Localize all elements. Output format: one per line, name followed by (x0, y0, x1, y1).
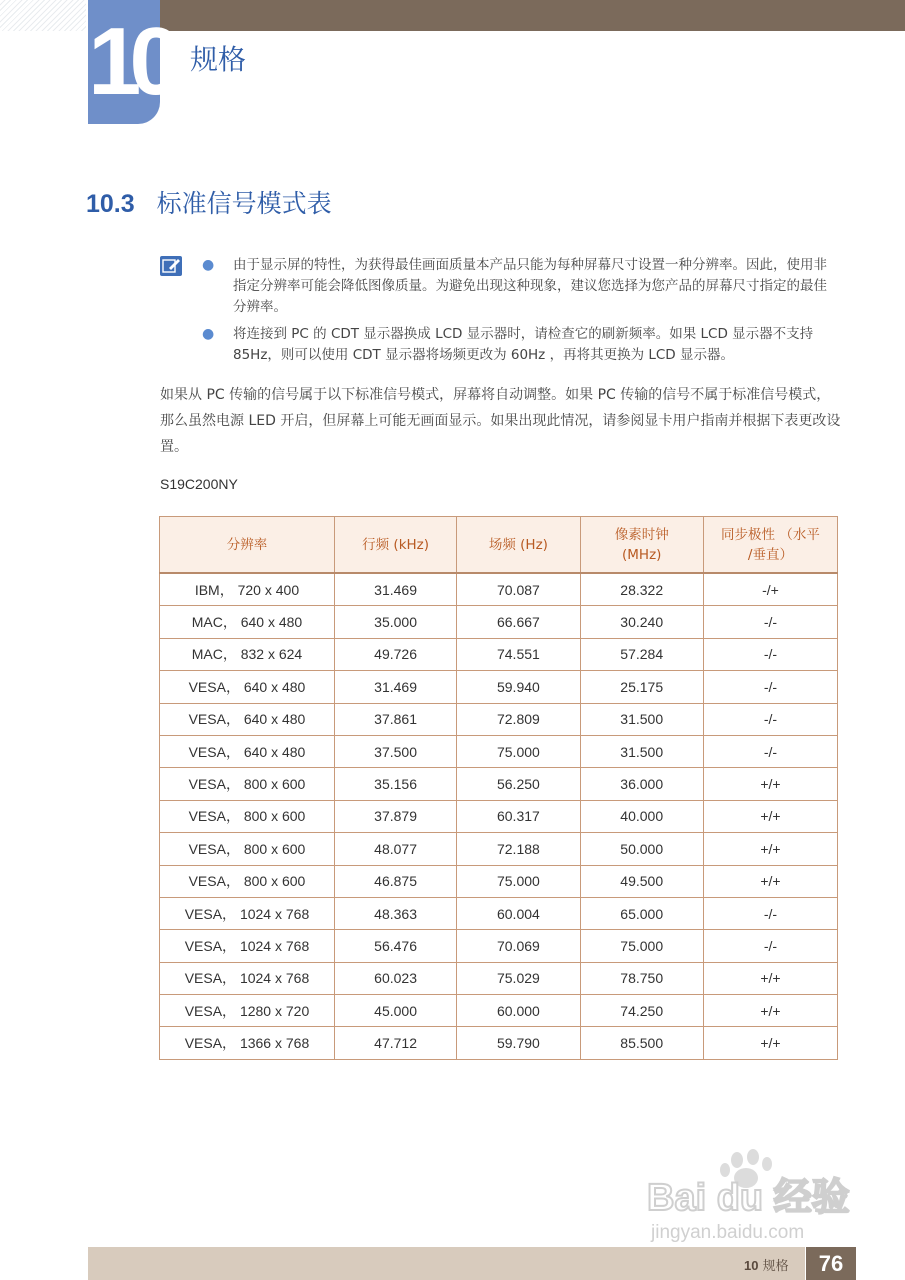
baidu-watermark (645, 1148, 855, 1243)
cell-sync: -/- (703, 897, 837, 929)
header-hfreq: 行频 (kHz) (334, 517, 456, 574)
cell-resolution: VESA， 1280 x 720 (160, 995, 335, 1027)
cell-vfreq: 75.029 (457, 962, 580, 994)
cell-pixel-clock: 40.000 (580, 800, 703, 832)
note-item: ● 将连接到 PC 的 CDT 显示器换成 LCD 显示器时，请检查它的刷新频率。如果 LCD 显示器不支持 85Hz，则可以使用 CDT 显示器将场频更改为 60Hz ，再将其更换为 LCD 显示器。 (202, 326, 814, 363)
table-row (160, 768, 838, 800)
table-row (160, 865, 838, 897)
bullet-icon: ● (202, 257, 215, 273)
cell-hfreq: 48.077 (334, 833, 456, 865)
header-stripes (0, 0, 86, 31)
cell-pixel-clock: 50.000 (580, 833, 703, 865)
cell-resolution: VESA， 640 x 480 (160, 671, 335, 703)
cell-hfreq: 49.726 (334, 638, 456, 670)
cell-resolution: VESA， 1024 x 768 (160, 930, 335, 962)
cell-hfreq: 46.875 (334, 865, 456, 897)
cell-hfreq: 31.469 (334, 671, 456, 703)
cell-pixel-clock: 85.500 (580, 1027, 703, 1059)
cell-sync: +/+ (703, 865, 837, 897)
cell-sync: +/+ (703, 1027, 837, 1059)
cell-vfreq: 70.087 (457, 573, 580, 606)
table-row (160, 573, 838, 606)
chapter-number: 10 (88, 8, 171, 115)
watermark-brand: Bai du 经验 (647, 1177, 850, 1219)
table-row (160, 962, 838, 994)
table-row (160, 735, 838, 767)
cell-resolution: VESA， 1024 x 768 (160, 962, 335, 994)
header-vfreq: 场频 (Hz) (457, 517, 580, 574)
cell-pixel-clock: 36.000 (580, 768, 703, 800)
chapter-title: 规格 (190, 43, 247, 76)
table-row (160, 606, 838, 638)
cell-sync: +/+ (703, 800, 837, 832)
cell-sync: -/- (703, 930, 837, 962)
cell-sync: -/- (703, 735, 837, 767)
cell-hfreq: 37.861 (334, 703, 456, 735)
cell-resolution: VESA， 800 x 600 (160, 800, 335, 832)
cell-resolution: VESA， 1024 x 768 (160, 897, 335, 929)
cell-sync: -/- (703, 671, 837, 703)
cell-resolution: VESA， 640 x 480 (160, 703, 335, 735)
note-icon (160, 256, 182, 276)
cell-sync: +/+ (703, 768, 837, 800)
cell-hfreq: 45.000 (334, 995, 456, 1027)
header-bar (160, 0, 905, 31)
header-resolution: 分辨率 (160, 517, 335, 574)
cell-vfreq: 59.790 (457, 1027, 580, 1059)
table-row (160, 800, 838, 832)
cell-vfreq: 66.667 (457, 606, 580, 638)
table-row (160, 897, 838, 929)
cell-vfreq: 60.317 (457, 800, 580, 832)
cell-hfreq: 37.879 (334, 800, 456, 832)
cell-sync: -/- (703, 703, 837, 735)
table-header-row (160, 517, 838, 574)
table-row (160, 703, 838, 735)
page-number: 76 (806, 1247, 856, 1280)
cell-hfreq: 31.469 (334, 573, 456, 606)
bullet-icon: ● (202, 326, 215, 342)
cell-pixel-clock: 31.500 (580, 735, 703, 767)
cell-hfreq: 48.363 (334, 897, 456, 929)
cell-resolution: VESA， 640 x 480 (160, 735, 335, 767)
cell-hfreq: 37.500 (334, 735, 456, 767)
cell-pixel-clock: 30.240 (580, 606, 703, 638)
signal-mode-table (159, 516, 838, 1060)
cell-pixel-clock: 31.500 (580, 703, 703, 735)
cell-pixel-clock: 28.322 (580, 573, 703, 606)
header-pixel-clock: 像素时钟 (MHz) (580, 517, 703, 574)
cell-sync: -/- (703, 606, 837, 638)
cell-vfreq: 72.188 (457, 833, 580, 865)
cell-resolution: IBM， 720 x 400 (160, 573, 335, 606)
cell-vfreq: 60.004 (457, 897, 580, 929)
table-row (160, 1027, 838, 1059)
cell-pixel-clock: 75.000 (580, 930, 703, 962)
cell-vfreq: 59.940 (457, 671, 580, 703)
intro-paragraph: 如果从 PC 传输的信号属于以下标准信号模式，屏幕将自动调整。如果 PC 传输的信号不属于标准信号模式，那么虽然电源 LED 开启，但屏幕上可能无画面显示。如果出现此情况，请参阅显卡用户指南并根据下表更改设置。 (160, 387, 841, 455)
table-body (160, 573, 838, 1059)
section-title: 标准信号模式表 (156, 189, 332, 218)
cell-resolution: VESA， 800 x 600 (160, 865, 335, 897)
cell-sync: +/+ (703, 833, 837, 865)
cell-resolution: VESA， 1366 x 768 (160, 1027, 335, 1059)
cell-pixel-clock: 65.000 (580, 897, 703, 929)
cell-hfreq: 56.476 (334, 930, 456, 962)
cell-pixel-clock: 49.500 (580, 865, 703, 897)
cell-hfreq: 47.712 (334, 1027, 456, 1059)
cell-sync: +/+ (703, 962, 837, 994)
cell-resolution: MAC， 640 x 480 (160, 606, 335, 638)
cell-pixel-clock: 57.284 (580, 638, 703, 670)
section-number: 10.3 (86, 190, 135, 218)
cell-vfreq: 72.809 (457, 703, 580, 735)
cell-hfreq: 60.023 (334, 962, 456, 994)
cell-vfreq: 74.551 (457, 638, 580, 670)
cell-pixel-clock: 78.750 (580, 962, 703, 994)
cell-hfreq: 35.000 (334, 606, 456, 638)
cell-vfreq: 60.000 (457, 995, 580, 1027)
footer-chapter: 10 规格 (744, 1258, 789, 1274)
note-item: ● 由于显示屏的特性，为获得最佳画面质量本产品只能为每种屏幕尺寸设置一种分辨率。因此，使用非指定分辨率可能会降低图像质量。为避免出现这种现象，建议您选择为您产品的屏幕尺寸指定的最佳分辨率。 (202, 257, 827, 315)
table-row (160, 638, 838, 670)
cell-resolution: VESA， 800 x 600 (160, 768, 335, 800)
cell-sync: +/+ (703, 995, 837, 1027)
cell-vfreq: 56.250 (457, 768, 580, 800)
table-row (160, 671, 838, 703)
cell-hfreq: 35.156 (334, 768, 456, 800)
section-heading (86, 184, 332, 220)
header-sync-polarity: 同步极性 （水平 /垂直） (703, 517, 837, 574)
cell-sync: -/+ (703, 573, 837, 606)
cell-vfreq: 75.000 (457, 735, 580, 767)
cell-pixel-clock: 74.250 (580, 995, 703, 1027)
cell-resolution: VESA， 800 x 600 (160, 833, 335, 865)
cell-resolution: MAC， 832 x 624 (160, 638, 335, 670)
table-row (160, 833, 838, 865)
notes-list (200, 255, 840, 372)
table-row (160, 930, 838, 962)
cell-pixel-clock: 25.175 (580, 671, 703, 703)
model-name: S19C200NY (160, 476, 238, 492)
table-row (160, 995, 838, 1027)
footer-bar (88, 1247, 805, 1280)
cell-sync: -/- (703, 638, 837, 670)
cell-vfreq: 70.069 (457, 930, 580, 962)
watermark-url: jingyan.baidu.com (651, 1222, 805, 1243)
cell-vfreq: 75.000 (457, 865, 580, 897)
